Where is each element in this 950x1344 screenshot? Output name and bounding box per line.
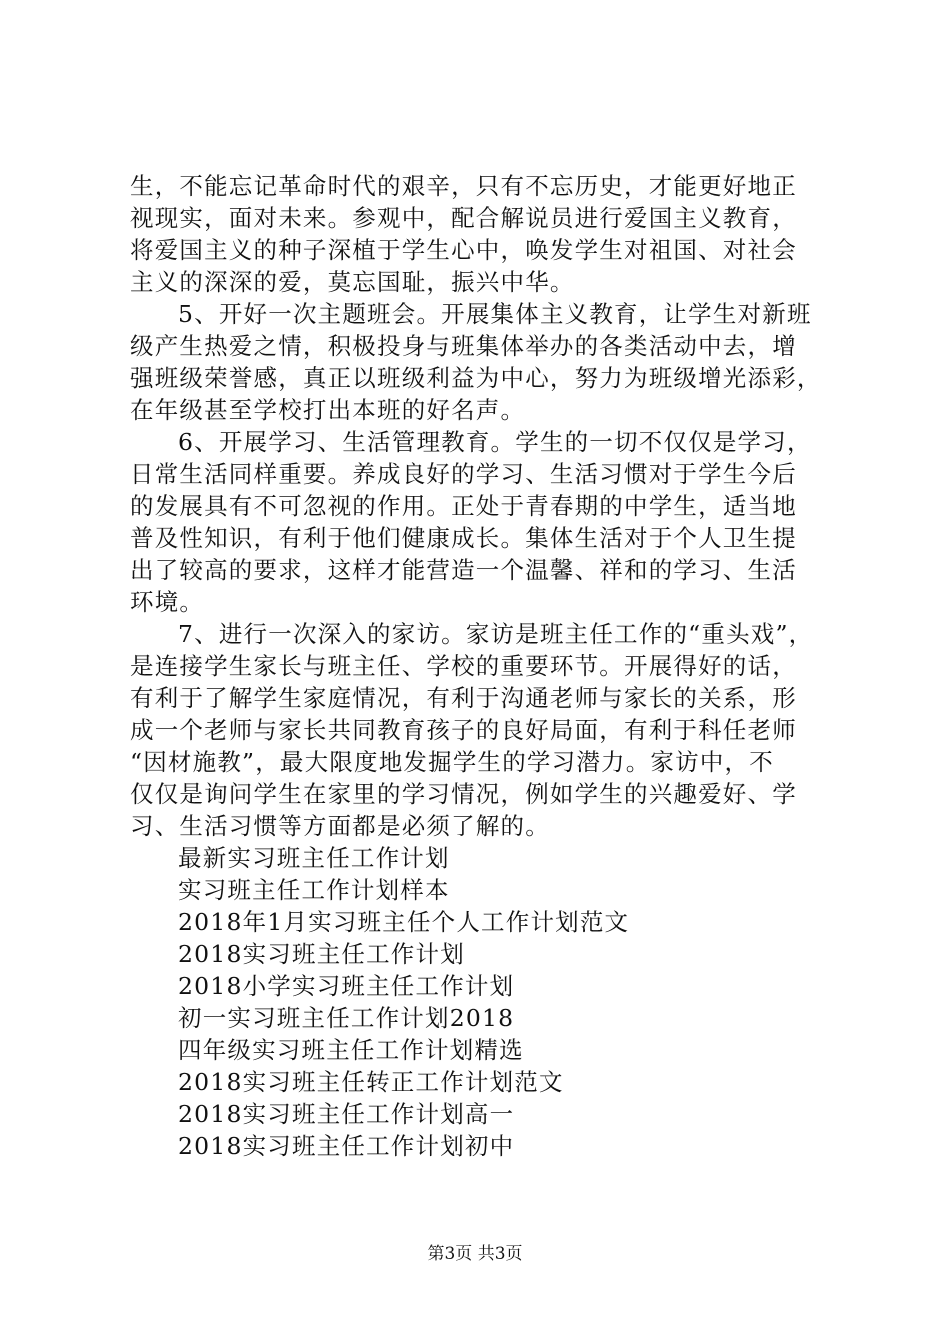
related-link[interactable]: 2018实习班主任工作计划 bbox=[178, 940, 465, 968]
related-link[interactable]: 实习班主任工作计划样本 bbox=[178, 876, 450, 904]
text-line: 7、进行一次深入的家访。家访是班主任工作的“重头戏”， bbox=[178, 620, 814, 648]
text-line: 主义的深深的爱，莫忘国耻，振兴中华。 bbox=[130, 268, 575, 296]
related-link[interactable]: 2018实习班主任转正工作计划范文 bbox=[178, 1068, 564, 1096]
text-line: 有利于了解学生家庭情况，有利于沟通老师与家长的关系，形 bbox=[130, 684, 797, 712]
related-link[interactable]: 2018实习班主任工作计划高一 bbox=[178, 1100, 515, 1128]
related-link[interactable]: 最新实习班主任工作计划 bbox=[178, 844, 450, 872]
text-line: 视现实，面对未来。参观中，配合解说员进行爱国主义教育， bbox=[130, 204, 797, 232]
related-link[interactable]: 四年级实习班主任工作计划精选 bbox=[178, 1036, 524, 1064]
text-line: 强班级荣誉感，真正以班级利益为中心，努力为班级增光添彩， bbox=[130, 364, 822, 392]
paragraph-7 bbox=[130, 618, 830, 842]
text-line: 出了较高的要求，这样才能营造一个温馨、祥和的学习、生活 bbox=[130, 556, 797, 584]
related-links-list bbox=[130, 842, 830, 1162]
text-line: 级产生热爱之情，积极投身与班集体举办的各类活动中去，增 bbox=[130, 332, 797, 360]
text-line: “因材施教”，最大限度地发掘学生的学习潜力。家访中，不 bbox=[130, 748, 774, 776]
related-link[interactable]: 2018实习班主任工作计划初中 bbox=[178, 1132, 515, 1160]
text-line: 生，不能忘记革命时代的艰辛，只有不忘历史，才能更好地正 bbox=[130, 172, 797, 200]
text-line: 的发展具有不可忽视的作用。正处于青春期的中学生，适当地 bbox=[130, 492, 797, 520]
text-line: 成一个老师与家长共同教育孩子的良好局面，有利于科任老师 bbox=[130, 716, 797, 744]
document-body bbox=[130, 170, 830, 1162]
text-line: 在年级甚至学校打出本班的好名声。 bbox=[130, 396, 526, 424]
text-line: 普及性知识，有利于他们健康成长。集体生活对于个人卫生提 bbox=[130, 524, 797, 552]
related-link[interactable]: 2018年1月实习班主任个人工作计划范文 bbox=[178, 908, 630, 936]
text-line: 是连接学生家长与班主任、学校的重要环节。开展得好的话， bbox=[130, 652, 797, 680]
page-footer: 第3页 共3页 bbox=[427, 1244, 523, 1264]
paragraph-6 bbox=[130, 426, 830, 618]
paragraph-intro bbox=[130, 170, 830, 298]
text-line: 习、生活习惯等方面都是必须了解的。 bbox=[130, 812, 550, 840]
text-line: 环境。 bbox=[130, 588, 205, 616]
text-line: 仅仅是询问学生在家里的学习情况，例如学生的兴趣爱好、学 bbox=[130, 780, 797, 808]
text-line: 6、开展学习、生活管理教育。学生的一切不仅仅是学习， bbox=[178, 428, 812, 456]
related-link[interactable]: 初一实习班主任工作计划2018 bbox=[178, 1004, 515, 1032]
text-line: 将爱国主义的种子深植于学生心中，唤发学生对祖国、对社会 bbox=[130, 236, 797, 264]
text-line: 5、开好一次主题班会。开展集体主义教育，让学生对新班 bbox=[178, 300, 812, 328]
paragraph-5 bbox=[130, 298, 830, 426]
text-line: 日常生活同样重要。养成良好的学习、生活习惯对于学生今后 bbox=[130, 460, 797, 488]
related-link[interactable]: 2018小学实习班主任工作计划 bbox=[178, 972, 515, 1000]
